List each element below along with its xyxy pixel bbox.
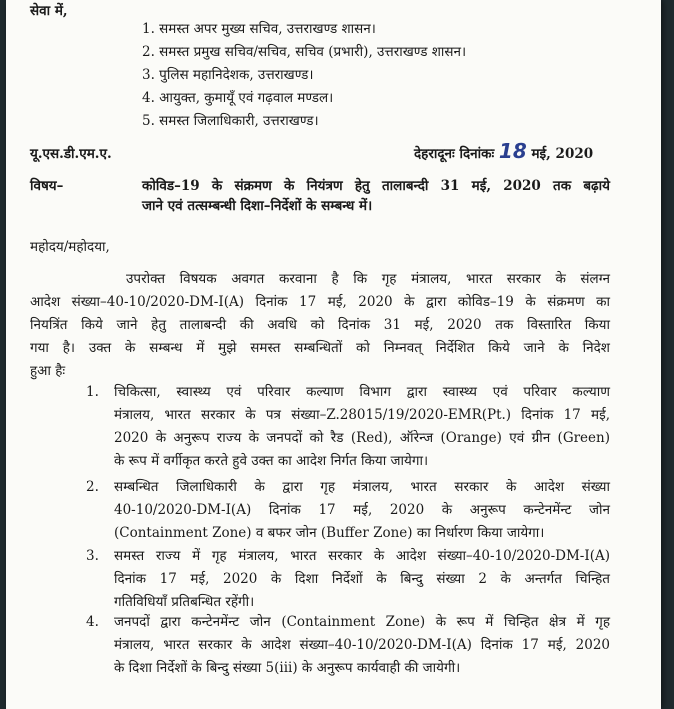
point-2-line-3: (Containment Zone) व बफर जोन (Buffer Zone) का निर्धारण किया जायेगा। — [114, 525, 545, 541]
point-4-number: 4. — [86, 614, 99, 630]
point-4-line-1: जनपदों द्वारा कन्टेनमेंन्ट जोन (Containment Zone) के रूप में चिन्हित क्षेत्र में गृह — [114, 614, 610, 630]
subject-line-2: जाने एवं तत्सम्बन्धी दिशा–निर्देशों के सम्बन्ध में। — [142, 198, 373, 214]
point-4-line-3: के दिशा निर्देशों के बिन्दु संख्या 5(iii) के अनुरूप कार्यवाही की जायेगी। — [114, 660, 461, 676]
letter-page — [6, 0, 661, 709]
point-3-number: 3. — [86, 548, 99, 564]
office-code: यू.एस.डी.एम.ए. — [30, 146, 112, 162]
body-line-5: हुआ हैः — [30, 363, 66, 379]
subject-label: विषय– — [30, 178, 64, 194]
point-3-line-1: समस्त राज्य में गृह मंत्रालय, भारत सरकार के आदेश संख्या–40-10/2020-DM-I(A) — [114, 548, 610, 564]
body-line-2: आदेश संख्या–40-10/2020-DM-I(A) दिनांक 17 मई, 2020 के द्वारा कोविड–19 के संक्रमण का — [30, 294, 610, 310]
recipient-2: 2. समस्त प्रमुख सचिव/सचिव, सचिव (प्रभारी), उत्तराखण्ड शासन। — [142, 44, 467, 60]
recipient-3: 3. पुलिस महानिदेशक, उत्तराखण्ड। — [142, 67, 314, 83]
point-2-number: 2. — [86, 479, 99, 495]
point-1-line-1: चिकित्सा, स्वास्थ्य एवं परिवार कल्याण विभाग द्वारा स्वास्थ्य एवं परिवार कल्याण — [114, 384, 610, 400]
recipient-4: 4. आयुक्त, कुमायूँ एवं गढ़वाल मण्डल। — [142, 90, 334, 106]
point-2-line-2: 40-10/2020-DM-I(A) दिनांक 17 मई, 2020 के अनुरूप कन्टेनमेंन्ट जोन — [114, 502, 610, 518]
handwritten-day: 18 — [498, 139, 527, 163]
point-1-number: 1. — [86, 384, 99, 400]
point-3-line-2: दिनांक 17 मई, 2020 के दिशा निर्देशों के बिन्दु संख्या 2 के अन्तर्गत चिन्हित — [114, 571, 610, 587]
point-1-line-3: 2020 के अनुरूप राज्य के जनपदों को रैड (Red), ऑरेन्ज (Orange) एवं ग्रीन (Green) — [114, 430, 610, 446]
point-1-line-4: के रूप में वर्गीकृत करते हुवे उक्त का आदेश निर्गत किया जायेगा। — [114, 453, 429, 469]
place-date-prefix: देहरादूनः दिनांकः — [414, 146, 495, 162]
point-1-line-2: मंत्रालय, भारत सरकार के पत्र संख्या–Z.28015/19/2020-EMR(Pt.) दिनांक 17 मई, — [114, 407, 610, 423]
body-line-4: गया है। उक्त के सम्बन्ध में मुझे समस्त सम्बन्धितों को निम्नवत् निर्देशित किये जाने के निदेश — [30, 340, 610, 356]
point-4-line-2: मंत्रालय, भारत सरकार के आदेश संख्या–40-10/2020-DM-I(A) दिनांक 17 मई, 2020 — [114, 637, 610, 653]
point-2-line-1: सम्बन्धित जिलाधिकारी के द्वारा गृह मंत्रालय, भारत सरकार के आदेश संख्या — [114, 479, 610, 495]
salutation: महोदय/महोदया, — [30, 239, 110, 255]
recipient-1: 1. समस्त अपर मुख्य सचिव, उत्तराखण्ड शासन। — [142, 21, 376, 37]
body-line-3: नियत्रिंत किये जाने हेतु तालाबन्दी की अवधि को दिनांक 31 मई, 2020 तक विस्तारित किया — [30, 317, 610, 333]
month-year: मई, 2020 — [531, 146, 594, 162]
body-line-1: उपरोक्त विषयक अवगत करवाना है कि गृह मंत्रालय, भारत सरकार के संलग्न — [126, 271, 610, 287]
point-3-line-3: गतिविधियाँ प्रतिबन्धित रहेंगी। — [114, 594, 255, 610]
seva-mein-label: सेवा में, — [30, 3, 68, 19]
date-line — [414, 139, 594, 163]
subject-line-1: कोविड–19 के संक्रमण के नियंत्रण हेतु तालाबन्दी 31 मई, 2020 तक बढ़ाये — [142, 178, 610, 194]
recipient-5: 5. समस्त जिलाधिकारी, उत्तराखण्ड। — [142, 113, 319, 129]
